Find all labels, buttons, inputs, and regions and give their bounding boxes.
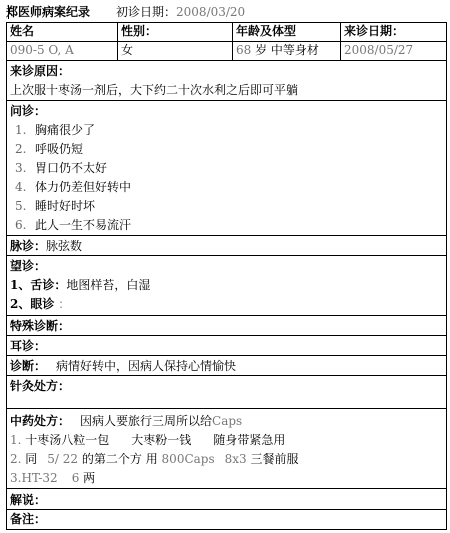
special-label: 特殊诊断： — [10, 319, 71, 333]
diagnosis-section — [7, 356, 446, 376]
header-name: 姓名 — [10, 24, 35, 38]
acupuncture-label: 针灸处方： — [10, 379, 71, 393]
tongue-label: 1、舌诊： — [10, 278, 67, 292]
pulse-label: 脉诊： — [10, 239, 47, 253]
explanation-label: 解说： — [10, 493, 47, 507]
patient-id: 090-5 O, A — [10, 43, 74, 57]
list-item: 1. 胸痛很少了 — [15, 123, 96, 137]
record-title-line — [6, 4, 446, 20]
tongue-text: 地图样苔，白湿 — [66, 278, 151, 292]
herbal-section — [7, 409, 446, 489]
reason-section — [7, 61, 446, 101]
ear-label: 耳诊： — [10, 339, 47, 353]
record-table — [6, 22, 447, 530]
list-item: 2. 呼吸仍短 — [15, 142, 84, 156]
herbal-intro-unit: Caps — [212, 414, 243, 428]
special-section — [7, 316, 446, 336]
eye-line — [10, 295, 70, 313]
herbal-line-1: 1. 十枣汤八粒一包 大枣粉一钱 随身带紧急用 — [10, 433, 286, 447]
inspection-label: 望诊： — [10, 259, 47, 273]
tongue-line — [10, 276, 150, 294]
pulse-section — [7, 236, 446, 256]
diagnosis-line — [10, 357, 236, 375]
reason-text: 上次服十枣汤一剂后，大下约二十次水利之后即可平躺 — [10, 83, 299, 97]
diagnosis-text: 病情好转中，因病人保持心情愉快 — [56, 359, 237, 373]
header-gender: 性别： — [117, 23, 232, 41]
herbal-intro: 因病人要旅行三周所以给 — [80, 414, 213, 428]
patient-visit-date: 2008/05/27 — [340, 42, 446, 60]
patient-body: 岁 中等身材 — [255, 43, 319, 57]
table-value-row — [7, 42, 446, 61]
inquiry-section — [7, 101, 446, 236]
pulse-line — [10, 237, 82, 255]
herbal-label: 中药处方： — [10, 414, 71, 428]
herbal-intro-line — [10, 412, 242, 430]
first-visit-label: 初诊日期： — [116, 5, 177, 19]
list-item: 6. 此人一生不易流汗 — [15, 218, 132, 232]
inquiry-label: 问诊： — [10, 104, 47, 118]
header-visit-date: 来诊日期： — [340, 23, 446, 41]
herbal-line-2: 2. 同 5/ 22 的第二个方 用 800Caps 8x3 三餐前服 — [10, 452, 299, 466]
notes-label: 备注： — [10, 512, 47, 526]
eye-text: ： — [58, 297, 71, 311]
explanation-section — [7, 489, 446, 510]
diagnosis-label: 诊断： — [10, 359, 47, 373]
notes-section — [7, 510, 446, 528]
reason-label: 来诊原因： — [10, 64, 71, 78]
pulse-text: 脉弦数 — [46, 239, 83, 253]
list-item: 5. 睡时好时坏 — [15, 199, 96, 213]
acupuncture-section — [7, 376, 446, 409]
patient-age-body — [232, 42, 340, 60]
first-visit-date: 2008/03/20 — [176, 5, 246, 19]
patient-gender: 女 — [117, 42, 232, 60]
table-header-row — [7, 23, 446, 42]
eye-label: 2、眼诊 — [10, 297, 55, 311]
list-item: 4. 体力仍差但好转中 — [15, 180, 132, 194]
list-item: 3. 胃口仍不太好 — [15, 161, 108, 175]
patient-age: 68 — [236, 43, 252, 57]
inspection-section — [7, 256, 446, 316]
record-title: 郑医师病案纪录 — [6, 5, 91, 19]
herbal-line-3: 3.HT-32 6 两 — [10, 471, 96, 485]
ear-section — [7, 336, 446, 356]
header-age-body: 年龄及体型 — [232, 23, 340, 41]
